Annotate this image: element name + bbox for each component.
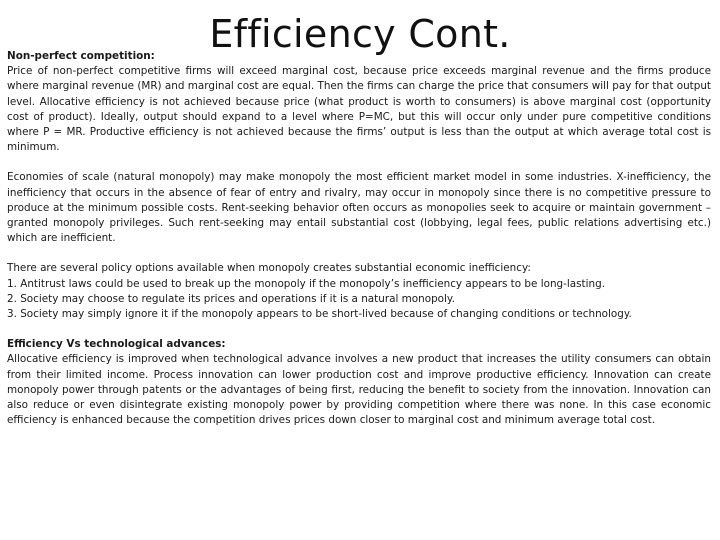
section-paragraph: Economies of scale (natural monopoly) may make monopoly the most efficient market model in some industries. X-inefficiency, the inefficiency that occurs in the absence of fear of entry and rivalry, may occur in monopoly since there is no competitive pressure to produce at the minimum possible costs. Rent-seeking behavior often occurs as monopolies seek to acquire or maintain government –granted monopoly privileges. Such rent-seeking may entail substantial cost (lobbying, legal fees, public relations advertising etc.) which are inefficient. xyxy=(7,171,711,245)
section-economies-of-scale xyxy=(7,170,711,246)
slide-body xyxy=(7,49,711,428)
policy-item-1: 1. Antitrust laws could be used to break up the monopoly if the monopoly’s inefficiency appears to be long-lasting. xyxy=(7,277,605,290)
slide-title: Efficiency Cont. xyxy=(209,12,511,56)
policy-item-2: 2. Society may choose to regulate its prices and operations if it is a natural monopoly. xyxy=(7,292,455,305)
section-policy-options xyxy=(7,261,711,322)
section-heading: Efficiency Vs technological advances: xyxy=(7,338,226,351)
section-technological-advances xyxy=(7,337,711,428)
section-heading: Non-perfect competition: xyxy=(7,50,155,62)
section-paragraph: Allocative efficiency is improved when technological advance involves a new product that increases the utility consumers can obtain from their limited income. Process innovation can lower production cost and improve productive efficiency. Innovation can create monopoly power through patents or the advantages of being first, reducing the benefit to society from the innovation. Innovation can also reduce or even disintegrate existing monopoly power by providing competition where there was none. In this case economic efficiency is enhanced because the competition drives prices down closer to marginal cost and minimum average total cost. xyxy=(7,353,711,427)
policy-item-3: 3. Society may simply ignore it if the monopoly appears to be short-lived because of changing conditions or technology. xyxy=(7,308,632,321)
section-paragraph: Price of non-perfect competitive firms will exceed marginal cost, because price exceeds marginal revenue and the firms produce where marginal revenue (MR) and marginal cost are equal. Then the firms can charge the price that consumers will pay for that output level. Allocative efficiency is not achieved because price (what product is worth to consumers) is above marginal cost (opportunity cost of product). Ideally, output should expand to a level where P=MC, but this will occur only under pure competitive conditions where P = MR. Productive efficiency is not achieved because the firms’ output is less than the output at which average total cost is minimum. xyxy=(7,65,711,154)
policy-intro: There are several policy options available when monopoly creates substantial economic inefficiency: xyxy=(7,262,531,275)
section-non-perfect-competition xyxy=(7,49,711,155)
